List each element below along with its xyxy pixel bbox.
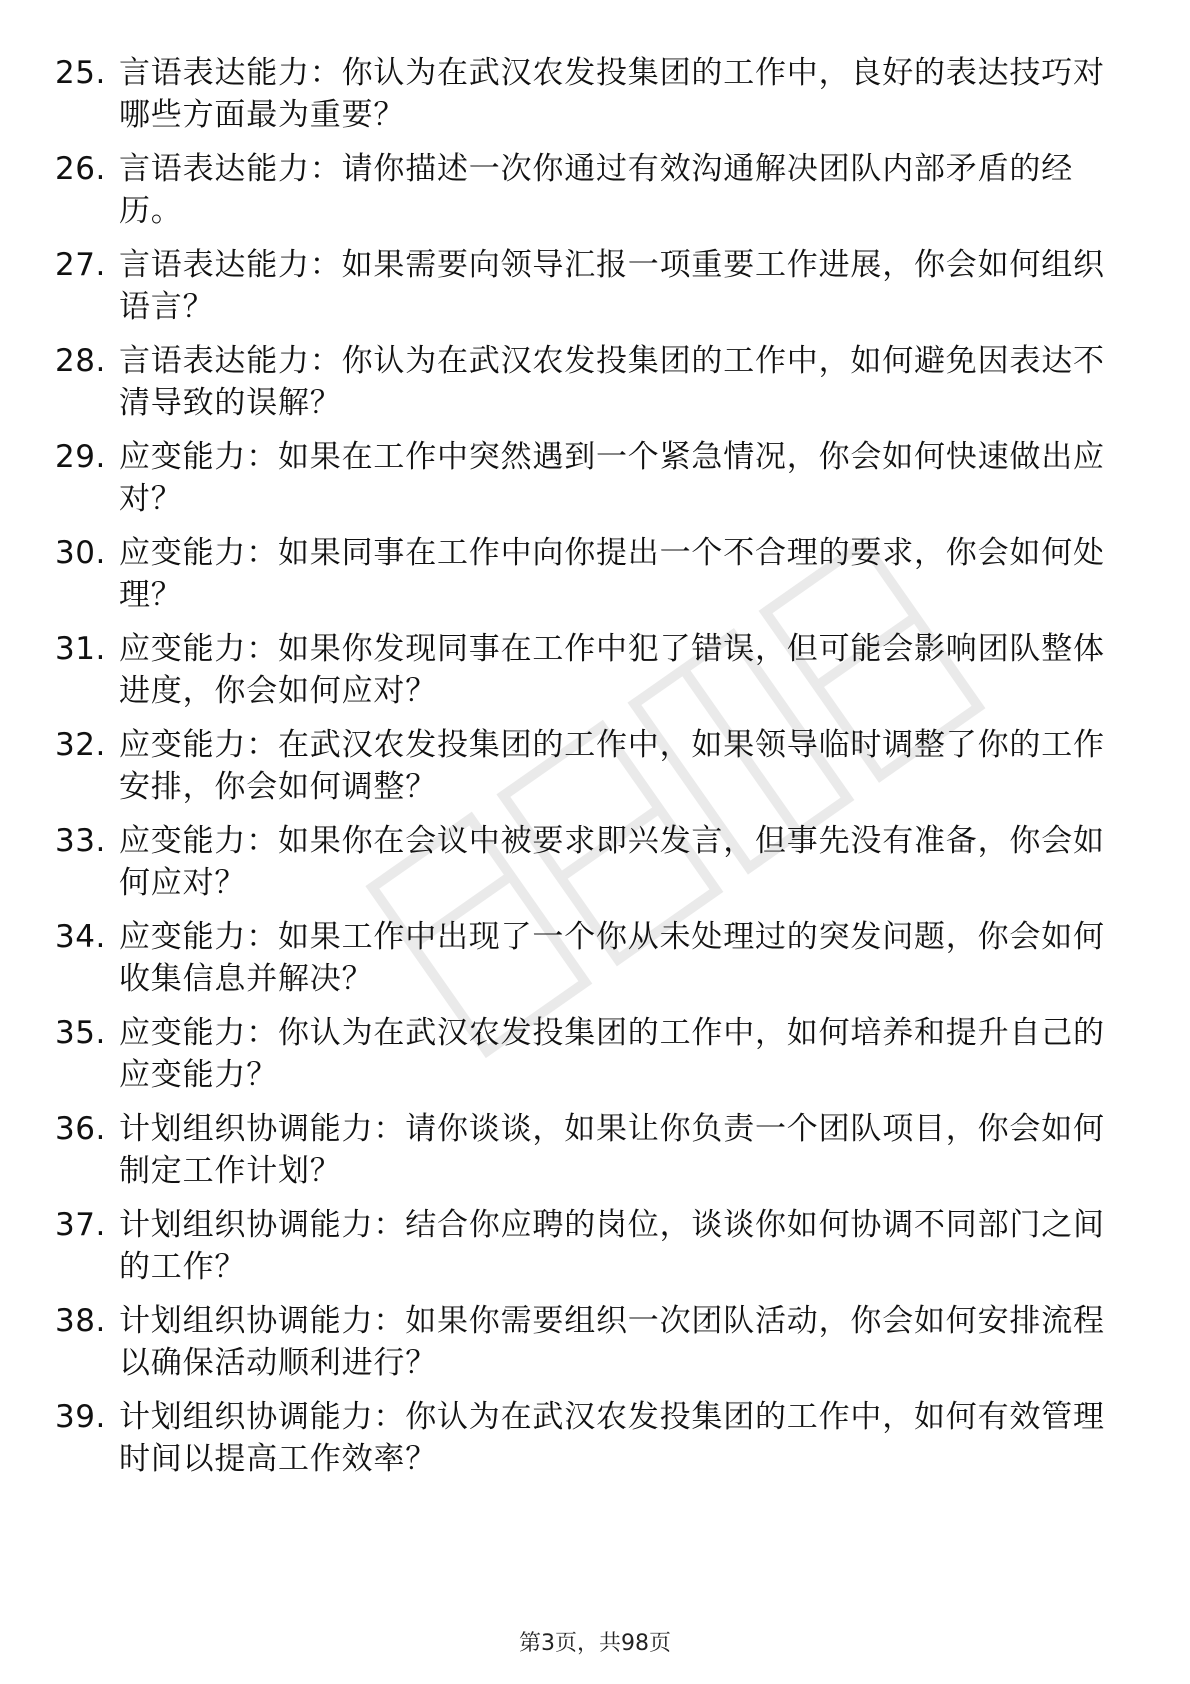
question-number: 28.: [55, 343, 106, 379]
question-item-39: [55, 1396, 1135, 1492]
question-item-29: [55, 436, 1135, 532]
question-item-28: [55, 340, 1135, 436]
question-number: 32.: [55, 727, 106, 763]
question-number: 31.: [55, 631, 106, 667]
question-number: 37.: [55, 1207, 106, 1243]
question-item-32: [55, 724, 1135, 820]
question-item-37: [55, 1204, 1135, 1300]
question-item-30: [55, 532, 1135, 628]
question-number: 25.: [55, 55, 106, 91]
question-item-35: [55, 1012, 1135, 1108]
question-number: 27.: [55, 247, 106, 283]
question-number: 30.: [55, 535, 106, 571]
question-text: 应变能力：如果你在会议中被要求即兴发言，但事先没有准备，你会如何应对？: [119, 823, 1105, 901]
question-text: 言语表达能力：如果需要向领导汇报一项重要工作进展，你会如何组织语言？: [119, 247, 1105, 325]
question-text: 计划组织协调能力：结合你应聘的岗位，谈谈你如何协调不同部门之间的工作？: [119, 1207, 1105, 1285]
question-text: 应变能力：如果你发现同事在工作中犯了错误，但可能会影响团队整体进度，你会如何应对？: [119, 631, 1105, 709]
question-text: 应变能力：在武汉农发投集团的工作中，如果领导临时调整了你的工作安排，你会如何调整？: [119, 727, 1105, 805]
question-number: 38.: [55, 1303, 106, 1339]
question-number: 33.: [55, 823, 106, 859]
question-item-36: [55, 1108, 1135, 1204]
question-text: 言语表达能力：你认为在武汉农发投集团的工作中，良好的表达技巧对哪些方面最为重要？: [119, 55, 1105, 133]
question-text: 言语表达能力：请你描述一次你通过有效沟通解决团队内部矛盾的经历。: [119, 151, 1073, 229]
question-item-34: [55, 916, 1135, 1012]
question-number: 26.: [55, 151, 106, 187]
question-text: 应变能力：如果在工作中突然遇到一个紧急情况，你会如何快速做出应对？: [119, 439, 1105, 517]
question-text: 应变能力：如果工作中出现了一个你从未处理过的突发问题，你会如何收集信息并解决？: [119, 919, 1105, 997]
question-item-33: [55, 820, 1135, 916]
question-item-27: [55, 244, 1135, 340]
question-item-25: [55, 52, 1135, 148]
question-text: 言语表达能力：你认为在武汉农发投集团的工作中，如何避免因表达不清导致的误解？: [119, 343, 1105, 421]
question-number: 36.: [55, 1111, 106, 1147]
question-list: [55, 52, 1135, 1492]
question-text: 计划组织协调能力：如果你需要组织一次团队活动，你会如何安排流程以确保活动顺利进行？: [119, 1303, 1105, 1381]
question-number: 29.: [55, 439, 106, 475]
question-item-31: [55, 628, 1135, 724]
question-text: 计划组织协调能力：你认为在武汉农发投集团的工作中，如何有效管理时间以提高工作效率？: [119, 1399, 1105, 1477]
question-text: 计划组织协调能力：请你谈谈，如果让你负责一个团队项目，你会如何制定工作计划？: [119, 1111, 1105, 1189]
question-number: 39.: [55, 1399, 106, 1435]
question-text: 应变能力：你认为在武汉农发投集团的工作中，如何培养和提升自己的应变能力？: [119, 1015, 1105, 1093]
question-item-26: [55, 148, 1135, 244]
question-text: 应变能力：如果同事在工作中向你提出一个不合理的要求，你会如何处理？: [119, 535, 1105, 613]
question-number: 35.: [55, 1015, 106, 1051]
page-footer: 第3页，共98页: [519, 1631, 671, 1656]
question-item-38: [55, 1300, 1135, 1396]
question-number: 34.: [55, 919, 106, 955]
